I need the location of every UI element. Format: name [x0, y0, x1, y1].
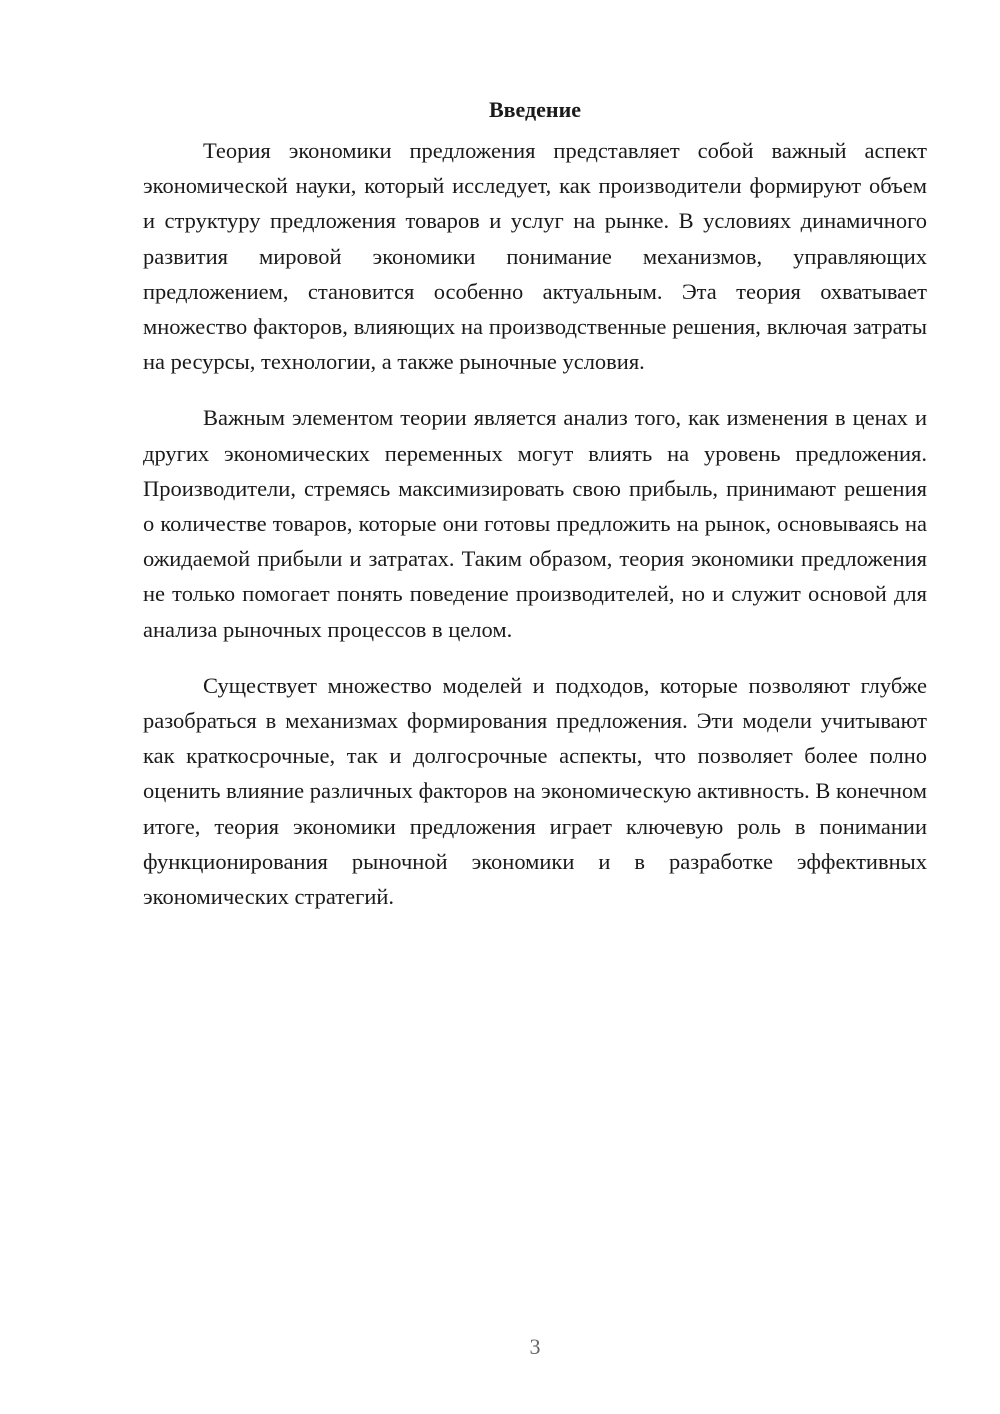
section-heading: Введение — [488, 97, 582, 122]
page-content — [143, 92, 927, 935]
page-number: 3 — [529, 1334, 541, 1359]
paragraph-1: Теория экономики предложения представляет собой важный аспект экономической науки, который исследует, как производители формируют объем и структуру предложения товаров и услуг на рынке. В условиях динамичного развития мировой экономики понимание механизмов, управляющих предложением, становится особенно актуальным. Эта теория охватывает множество факторов, влияющих на производственные решения, включая затраты на ресурсы, технологии, а также рыночные условия. — [143, 138, 927, 375]
paragraph-3: Существует множество моделей и подходов, которые позволяют глубже разобраться в механизмах формирования предложения. Эти модели учитывают как краткосрочные, так и долгосрочные аспекты, что позволяет более полно оценить влияние различных факторов на экономическую активность. В конечном итоге, теория экономики предложения играет ключевую роль в понимании функционирования рыночной экономики и в разработке эффективных экономических стратегий. — [143, 672, 927, 910]
paragraph-2: Важным элементом теории является анализ того, как изменения в ценах и других экономических переменных могут влиять на уровень предложения. Производители, стремясь максимизировать свою прибыль, принимают решения о количестве товаров, которые они готовы предложить на рынок, основываясь на ожидаемой прибыли и затратах. Таким образом, теория экономики предложения не только помогает понять поведение производителей, но и служит основой для анализа рыночных процессов в целом. — [143, 405, 927, 642]
